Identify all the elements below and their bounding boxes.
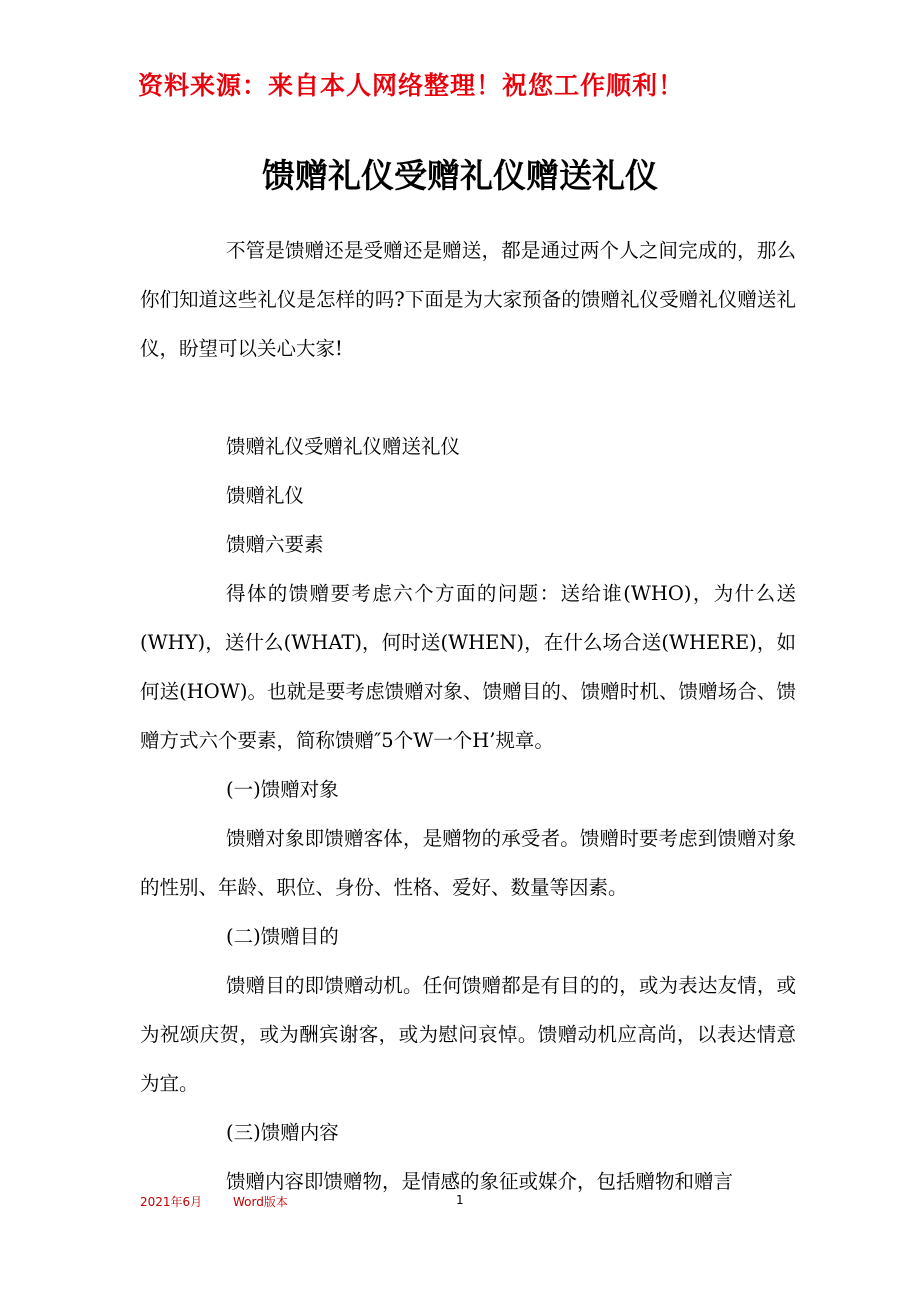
page-footer: [0, 1193, 920, 1213]
subheading-main: 馈赠礼仪受赠礼仪赠送礼仪: [226, 435, 461, 458]
subheading-six-elements: 馈赠六要素: [226, 533, 324, 556]
section-heading-recipient: (一)馈赠对象: [226, 778, 339, 801]
document-body: [140, 226, 796, 1206]
section-heading-purpose: (二)馈赠目的: [226, 925, 339, 948]
section-heading-content: (三)馈赠内容: [226, 1121, 339, 1144]
document-title: 馈赠礼仪受赠礼仪赠送礼仪: [262, 156, 658, 195]
purpose-paragraph: 馈赠目的即馈赠动机。任何馈赠都是有目的的，或为表达友情，或为祝颂庆贺，或为酬宾谢客，或为慰问哀悼。馈赠动机应高尚，以表达情意为宜。: [140, 974, 796, 1095]
content-paragraph: 馈赠内容即馈赠物，是情感的象征或媒介，包括赠物和赠言: [226, 1170, 734, 1193]
page-number: 1: [456, 1193, 464, 1207]
footer-date: 2021年6月: [140, 1195, 203, 1209]
six-elements-paragraph: 得体的馈赠要考虑六个方面的问题：送给谁(WHO)，为什么送(WHY)，送什么(WHAT)，何时送(WHEN)，在什么场合送(WHERE)，如何送(HOW)。也就是要考虑馈赠对象、馈赠目的、馈赠时机、馈赠场合、馈赠方式六个要素，简称馈赠″5个W一个H’规章。: [140, 582, 796, 752]
source-banner: 资料来源：来自本人网络整理！祝您工作顺利！: [138, 71, 685, 100]
intro-paragraph: 不管是馈赠还是受赠还是赠送，都是通过两个人之间完成的，那么你们知道这些礼仪是怎样的吗?下面是为大家预备的馈赠礼仪受赠礼仪赠送礼仪，盼望可以关心大家!: [140, 239, 796, 360]
paragraph-spacer: [140, 373, 796, 422]
subheading-gift-etiquette: 馈赠礼仪: [226, 484, 305, 507]
recipient-paragraph: 馈赠对象即馈赠客体，是赠物的承受者。馈赠时要考虑到馈赠对象的性别、年龄、职位、身份、性格、爱好、数量等因素。: [140, 827, 796, 899]
footer-version: Word版本: [233, 1195, 288, 1209]
